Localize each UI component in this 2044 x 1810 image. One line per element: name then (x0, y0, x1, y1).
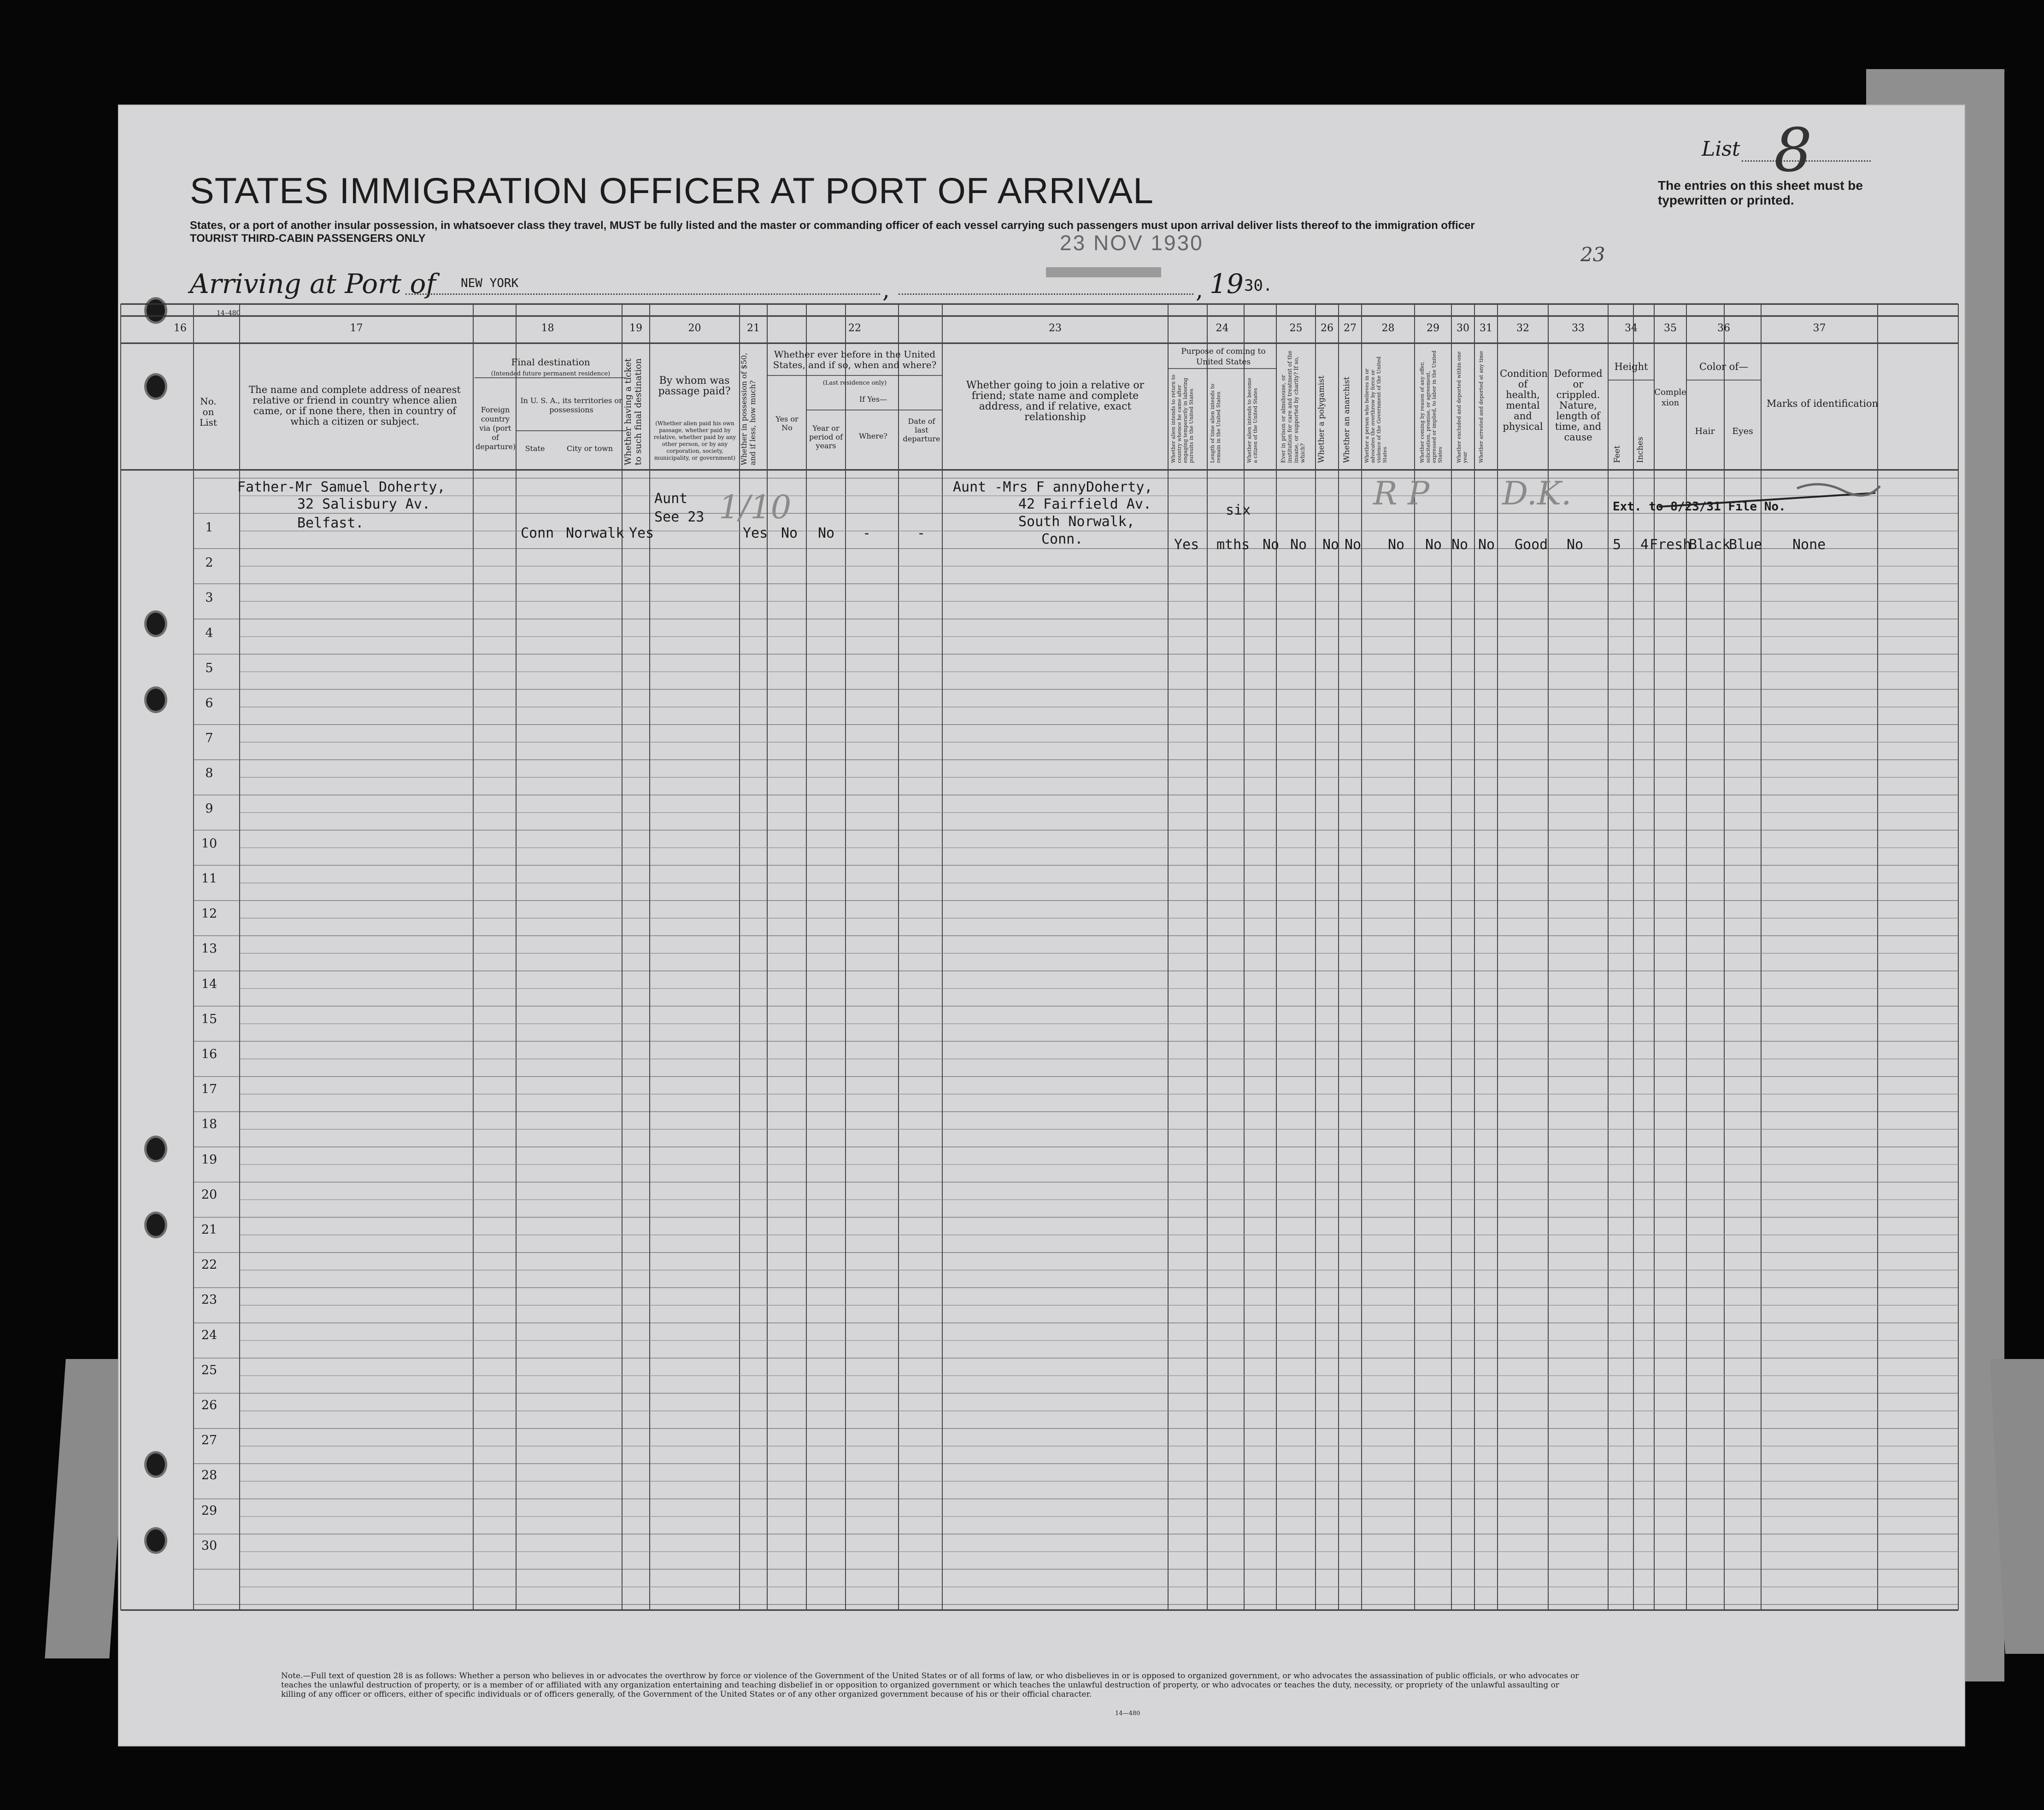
passage-paid-header: By whom was passage paid? (658, 375, 731, 397)
return-intent-header: Whether alien intends to return to country whence he came after engaging temporarily in laboring pursuits in the United States (1170, 375, 1194, 463)
row-number: 26 (201, 1398, 217, 1412)
polygamist-value: No (1322, 537, 1339, 553)
joining-header: Whether going to join a relative or friend; state name and complete address, and if relative, exact relationship (966, 380, 1145, 423)
date-departure-header: Date of last departure (903, 417, 940, 443)
date-stamp: 23 NOV 1930 (1060, 231, 1204, 255)
row-number: 1 (205, 521, 213, 535)
joining-line1: Aunt -Mrs F annyDoherty, (953, 479, 1153, 495)
form-code: 14–480 (217, 310, 241, 317)
page-title: STATES IMMIGRATION OFFICER AT PORT OF ARRIVAL (190, 170, 1154, 211)
column-number: 23 (1049, 322, 1062, 334)
dest-state: Conn (521, 525, 554, 541)
excluded-value: No (1451, 537, 1468, 553)
eyes-value: Blue (1729, 537, 1762, 553)
before-us-sub: (Last residence only) (822, 380, 887, 387)
joining-line2: 42 Fairfield Av. (1018, 496, 1151, 512)
before-us-value: No (781, 525, 798, 541)
state-header: State (525, 444, 545, 453)
row-number: 15 (201, 1012, 217, 1026)
row-number: 30 (201, 1538, 217, 1553)
no-on-list-header: No. on List (200, 396, 217, 428)
footnote: Note.—Full text of question 28 is as follows: Whether a person who believes in or advocates the overthrow by force or violence of the Government of the United States or of all forms of law, or who disbelieves in or is opposed to organized government, or who advocates the assassination of public officials, or who advocates or teaches the unlawful destruction of property, or is a member of or affiliated with any organization entertaining and teaching disbelief in or opposition to organized government or which teaches the unlawful destruction of property, or who advocates or teaches the duty, necessity, or propriety of the unlawful assaulting or killing of any officer or officers, either of specific individuals or of officers generally, of the Government of the United States or of any other organized government because of his or their official character. (281, 1671, 1579, 1699)
comma: , (882, 276, 890, 303)
final-destination-sub: (Intended future permanent residence) (491, 370, 611, 377)
column-number: 20 (688, 322, 701, 334)
handwritten-scribble: D.K. (1502, 474, 1572, 512)
column-number: 17 (350, 322, 363, 334)
column-number: 29 (1427, 322, 1439, 334)
row-number: 14 (201, 977, 217, 991)
if-yes-header: If Yes— (859, 395, 887, 404)
row-number: 16 (201, 1047, 217, 1061)
row-number: 9 (205, 801, 213, 816)
column-number: 37 (1813, 322, 1826, 334)
row-number: 29 (201, 1503, 217, 1518)
row-number: 19 (201, 1152, 217, 1167)
purpose-header: Purpose of coming to United States (1181, 347, 1266, 367)
anarchist-header: Whether an anarchist (1342, 376, 1351, 463)
arrested-header: Whether arrested and deported at any time (1478, 351, 1484, 463)
passage-paid-note: (Whether alien paid his own passage, whether paid by relative, whether paid by any other person, or by any corporation, society, municipality, or government) (653, 420, 736, 461)
joining-line4: Conn. (1041, 531, 1083, 547)
inches-value: 4 (1640, 537, 1649, 553)
deformed-header: Deformed or crippled. Nature, length of time, and cause (1554, 368, 1603, 443)
column-number: 22 (848, 322, 861, 334)
color-header: Color of— (1699, 361, 1749, 372)
polygamist-header: Whether a polygamist (1317, 375, 1326, 463)
usa-header: In U. S. A., its territories or possessions (520, 396, 623, 414)
arriving-label: Arriving at Port of (190, 268, 436, 299)
column-number: 31 (1480, 322, 1492, 334)
row-number: 28 (201, 1468, 217, 1483)
foreign-country-header: Foreign country via (port of departure) (476, 405, 516, 451)
feet-header: Feet (1613, 445, 1622, 463)
column-number: 27 (1344, 322, 1357, 334)
health-value: Good (1515, 537, 1548, 553)
before-yesno-header: Yes or No (775, 415, 799, 432)
row-number: 24 (201, 1328, 217, 1342)
marks-value: None (1792, 537, 1826, 553)
hair-value: Black (1689, 537, 1731, 553)
relative-address-line3: Belfast. (297, 515, 364, 531)
hair-header: Hair (1695, 426, 1715, 436)
marks-header: Marks of identification (1766, 398, 1879, 409)
money-value: Yes (743, 525, 768, 541)
year-period-value: No (818, 525, 835, 541)
row-number: 13 (201, 942, 217, 956)
row-number: 4 (205, 626, 213, 640)
column-number: 26 (1321, 322, 1333, 334)
ticket-header: Whether having a ticket to such final destination (623, 358, 643, 465)
relative-address-line2: 32 Salisbury Av. (297, 496, 430, 512)
row-number: 25 (201, 1363, 217, 1377)
column-number: 33 (1572, 322, 1585, 334)
where-header: Where? (859, 432, 887, 440)
row-number: 20 (201, 1187, 217, 1202)
column-number: 35 (1664, 322, 1677, 334)
column-number: 21 (747, 322, 760, 334)
city-header: City or town (566, 444, 613, 453)
paid-by-line1: Aunt (654, 491, 688, 507)
entries-note: The entries on this sheet must be typewritten or printed. (1658, 178, 1863, 207)
where-value: - (863, 525, 871, 541)
citizen-value: No (1263, 537, 1280, 553)
complexion-header: Complexion (1654, 387, 1686, 408)
extension-annotation: Ext. to 8/23/31 File No. (1613, 500, 1786, 514)
row-number: 22 (201, 1258, 217, 1272)
date-departure-value: - (917, 525, 926, 541)
eyes-header: Eyes (1732, 426, 1753, 436)
row-number: 7 (205, 731, 213, 746)
column-number: 34 (1625, 322, 1638, 334)
paid-by-line2: See 23 (654, 509, 705, 525)
excluded-header: Whether excluded and deported within one year (1456, 351, 1468, 463)
health-header: Condition of health, mental and physical (1500, 368, 1548, 432)
relative-address-line1: Father-Mr Samuel Doherty, (237, 479, 446, 495)
column-number: 25 (1289, 322, 1303, 334)
final-destination-header: Final destination (511, 357, 590, 368)
overthrow-value: No (1388, 537, 1405, 553)
overthrow-header: Whether a person who believes in or advocates the overthrow by force or violence of the Government of the United States (1364, 356, 1388, 463)
column-number: 19 (629, 322, 642, 334)
row-number: 5 (205, 661, 213, 675)
relative-address-header: The name and complete address of nearest relative or friend in country whence alien came, or if none there, then in country of which a citizen or subject. (249, 384, 461, 427)
anarchist-value: No (1345, 537, 1362, 553)
length-stay-line1: six (1226, 502, 1251, 518)
money-header: Whether in possession of $50, and if less, how much? (740, 352, 757, 465)
ticket-value: Yes (629, 525, 654, 541)
arrested-value: No (1478, 537, 1495, 553)
height-header: Height (1614, 361, 1648, 372)
deformed-value: No (1567, 537, 1584, 553)
column-number: 24 (1216, 322, 1229, 334)
year-suffix: 30. (1244, 276, 1273, 295)
row-number: 2 (205, 556, 213, 570)
row-number: 23 (201, 1293, 217, 1307)
subtitle-text: States, or a port of another insular possession, in whatsoever class they travel, MUST be fully listed and the master or commanding officer of each vessel carrying such passengers must upon arrival deliver lists thereof to the immigration officer (190, 219, 1475, 232)
column-number: 32 (1516, 322, 1529, 334)
complexion-value: Fresh (1650, 537, 1692, 553)
handwritten-initials: R P (1373, 474, 1430, 512)
length-stay-line2: mths (1216, 537, 1250, 553)
port-name: NEW YORK (461, 276, 519, 290)
footnote-code: 14—480 (1115, 1710, 1140, 1717)
citizen-intent-header: Whether alien intends to become a citizen of the United States (1246, 378, 1258, 463)
dest-city: Norwalk (566, 525, 624, 541)
length-stay-header: Length of time alien intends to remain in the United States (1210, 383, 1222, 463)
handwritten-mark: 1/10 (719, 488, 792, 526)
prison-value: No (1290, 537, 1307, 553)
labor-offer-header: Whether coming by reason of any offer, solicitation, promise, or agreement, expressed or implied, to labor in the United States (1419, 350, 1443, 463)
feet-value: 5 (1613, 537, 1621, 553)
year-prefix: 19 (1210, 268, 1244, 299)
column-number: 16 (174, 322, 187, 334)
before-us-header: Whether ever before in the United States, and if so, when and where? (773, 349, 937, 370)
column-number: 30 (1457, 322, 1469, 334)
list-label: List (1702, 137, 1740, 161)
sheet-number: 23 (1580, 243, 1605, 266)
row-number: 12 (201, 907, 217, 921)
row-number: 6 (205, 696, 213, 710)
row-number: 10 (201, 836, 217, 851)
row-number: 17 (201, 1082, 217, 1097)
comma: , (1196, 276, 1203, 303)
row-number: 18 (201, 1117, 217, 1132)
column-number: 28 (1381, 322, 1395, 334)
labor-offer-value: No (1425, 537, 1442, 553)
return-intent-value: Yes (1174, 537, 1199, 553)
row-number: 3 (205, 591, 213, 605)
inches-header: Inches (1636, 437, 1645, 463)
year-period-header: Year or period of years (809, 424, 843, 450)
column-number: 18 (541, 322, 554, 334)
row-number: 8 (205, 766, 213, 781)
passenger-class: TOURIST THIRD-CABIN PASSENGERS ONLY (190, 232, 426, 245)
row-number: 11 (201, 872, 217, 886)
prison-header: Ever in prison or almshouse, or institution for care and treatment of the insane, or supported by charity? If so, which? (1280, 350, 1306, 463)
annotation-strike (1654, 474, 1885, 516)
list-number: 8 (1774, 115, 1812, 185)
joining-line3: South Norwalk, (1018, 514, 1135, 530)
row-number: 27 (201, 1433, 217, 1448)
column-number: 36 (1717, 322, 1730, 334)
row-number: 21 (201, 1223, 217, 1237)
